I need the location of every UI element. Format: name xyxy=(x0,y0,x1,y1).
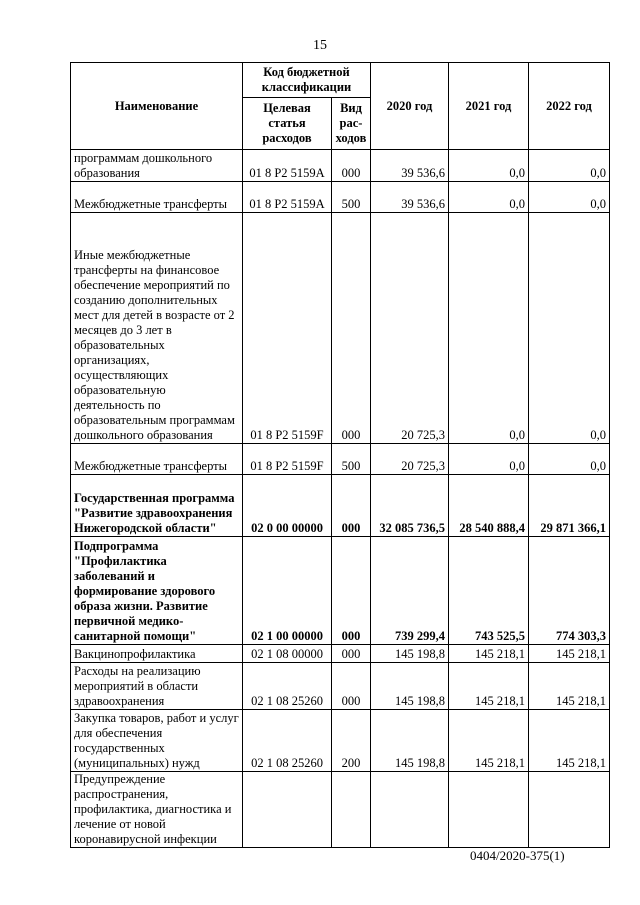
row-2022: 145 218,1 xyxy=(529,663,610,710)
row-2020: 739 299,4 xyxy=(371,537,449,645)
row-2022: 0,0 xyxy=(529,150,610,182)
row-type: 000 xyxy=(332,213,371,444)
table-body xyxy=(71,150,610,848)
header-expense-type: Вид рас-ходов xyxy=(332,98,371,150)
row-name: программам дошкольного образования xyxy=(71,150,243,182)
table-row xyxy=(71,475,610,537)
row-2021: 0,0 xyxy=(449,150,529,182)
row-2022: 145 218,1 xyxy=(529,710,610,772)
row-code: 01 8 P2 5159F xyxy=(243,444,332,475)
row-name: Расходы на реализацию мероприятий в области здравоохранения xyxy=(71,663,243,710)
header-name: Наименование xyxy=(71,63,243,150)
table-row xyxy=(71,645,610,663)
row-2022: 145 218,1 xyxy=(529,645,610,663)
row-2020: 20 725,3 xyxy=(371,213,449,444)
row-name: Иные межбюджетные трансферты на финансовое обеспечение мероприятий по созданию дополнительных мест для детей в возрасте от 2 месяцев до 3 лет в образовательных организациях, осуществляющих образовательную деятельность по образовательным программам дошкольного образования xyxy=(71,213,243,444)
table-header xyxy=(71,63,610,150)
table-row xyxy=(71,182,610,213)
table-row xyxy=(71,150,610,182)
row-2022: 0,0 xyxy=(529,182,610,213)
row-2022: 29 871 366,1 xyxy=(529,475,610,537)
row-2020: 20 725,3 xyxy=(371,444,449,475)
row-code: 01 8 P2 5159A xyxy=(243,150,332,182)
row-2021: 0,0 xyxy=(449,182,529,213)
budget-table xyxy=(70,62,610,848)
row-2021: 28 540 888,4 xyxy=(449,475,529,537)
row-2020: 145 198,8 xyxy=(371,645,449,663)
row-type xyxy=(332,772,371,848)
row-type: 200 xyxy=(332,710,371,772)
row-name: Вакцинопрофилактика xyxy=(71,645,243,663)
row-2020: 32 085 736,5 xyxy=(371,475,449,537)
row-code: 01 8 P2 5159A xyxy=(243,182,332,213)
header-year-2021: 2021 год xyxy=(449,63,529,150)
header-year-2022: 2022 год xyxy=(529,63,610,150)
row-2021: 0,0 xyxy=(449,444,529,475)
row-2020: 145 198,8 xyxy=(371,710,449,772)
row-2022: 0,0 xyxy=(529,444,610,475)
row-code: 02 0 00 00000 xyxy=(243,475,332,537)
row-type: 000 xyxy=(332,663,371,710)
table-row xyxy=(71,537,610,645)
row-2020 xyxy=(371,772,449,848)
row-2022: 774 303,3 xyxy=(529,537,610,645)
row-code xyxy=(243,772,332,848)
row-2020: 39 536,6 xyxy=(371,182,449,213)
row-type: 000 xyxy=(332,150,371,182)
row-2021: 743 525,5 xyxy=(449,537,529,645)
header-target-article: Целевая статья расходов xyxy=(243,98,332,150)
row-code: 02 1 08 25260 xyxy=(243,710,332,772)
row-code: 02 1 08 25260 xyxy=(243,663,332,710)
row-2022 xyxy=(529,772,610,848)
row-type: 000 xyxy=(332,475,371,537)
row-2020: 39 536,6 xyxy=(371,150,449,182)
row-name: Закупка товаров, работ и услуг для обеспечения государственных (муниципальных) нужд xyxy=(71,710,243,772)
row-2022: 0,0 xyxy=(529,213,610,444)
page-number: 15 xyxy=(313,38,327,53)
table-row xyxy=(71,772,610,848)
row-type: 500 xyxy=(332,182,371,213)
row-code: 02 1 08 00000 xyxy=(243,645,332,663)
row-2021: 145 218,1 xyxy=(449,710,529,772)
row-2021: 145 218,1 xyxy=(449,645,529,663)
table-row xyxy=(71,710,610,772)
row-2021 xyxy=(449,772,529,848)
row-code: 01 8 P2 5159F xyxy=(243,213,332,444)
header-code-group: Код бюджетной классификации xyxy=(243,63,371,98)
row-type: 000 xyxy=(332,537,371,645)
row-2021: 145 218,1 xyxy=(449,663,529,710)
row-name: Предупреждение распространения, профилактика, диагностика и лечение от новой коронавирусной инфекции xyxy=(71,772,243,848)
row-name: Межбюджетные трансферты xyxy=(71,444,243,475)
row-name: Подпрограмма "Профилактика заболеваний и формирование здорового образа жизни. Развитие первичной медико-санитарной помощи" xyxy=(71,537,243,645)
table-row xyxy=(71,444,610,475)
header-year-2020: 2020 год xyxy=(371,63,449,150)
row-name: Государственная программа "Развитие здравоохранения Нижегородской области" xyxy=(71,475,243,537)
row-2020: 145 198,8 xyxy=(371,663,449,710)
table-row xyxy=(71,663,610,710)
table-row xyxy=(71,213,610,444)
row-code: 02 1 00 00000 xyxy=(243,537,332,645)
row-type: 500 xyxy=(332,444,371,475)
row-2021: 0,0 xyxy=(449,213,529,444)
row-type: 000 xyxy=(332,645,371,663)
row-name: Межбюджетные трансферты xyxy=(71,182,243,213)
document-code: 0404/2020-375(1) xyxy=(470,848,565,863)
